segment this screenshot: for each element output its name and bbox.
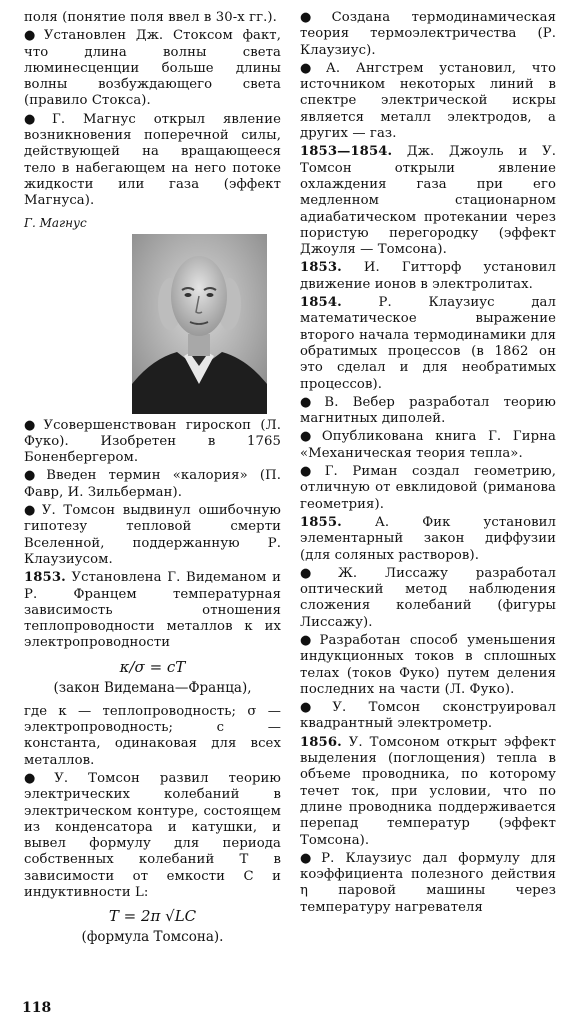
paragraph	[24, 771, 281, 901]
paragraph-text: Р. Клаузиус дал формулу для коэффициента полезного действия η паровой машины через температуру нагревателя	[300, 850, 556, 915]
paragraph	[300, 295, 556, 393]
paragraph-text: У. Томсон выдвинул ошибочную гипотезу тепловой смерти Вселенной, поддержанную Р. Клаузиусом.	[24, 503, 281, 567]
year-label: 1855.	[300, 514, 342, 530]
paragraph-text: где κ — теплопроводность; σ — электропроводность; c — константа, одинаковая для всех металлов.	[24, 703, 281, 768]
paragraph-text: Опубликована книга Г. Гирна «Механическая теория тепла».	[300, 429, 556, 461]
year-label: 1854.	[300, 295, 342, 311]
bullet-icon: ●	[300, 632, 317, 648]
paragraph	[300, 633, 556, 698]
bullet-icon: ●	[300, 700, 330, 716]
page-number: 118	[22, 1000, 52, 1016]
bullet-icon: ●	[24, 417, 41, 433]
paragraph	[300, 515, 556, 564]
bullet-icon: ●	[24, 28, 41, 44]
paragraph-text: Г. Риман создал геометрию, отличную от евклидовой (римановa геометрия).	[300, 464, 556, 512]
paragraph	[24, 112, 281, 210]
bullet-icon: ●	[24, 770, 52, 786]
paragraph-text: Установлен Дж. Стоксом факт, что длина волны света люминесценции больше длины волны возбуждающего света (правило Стокса).	[24, 28, 281, 109]
paragraph	[300, 566, 556, 631]
paragraph-text: Разработан способ уменьшения индукционных токов в сплошных телах (токов Фуко) путем деления последних на части (Л. Фуко).	[300, 632, 556, 697]
formula-caption: (закон Видемана—Франца),	[53, 679, 252, 696]
paragraph	[24, 704, 281, 769]
paragraph	[300, 10, 556, 59]
paragraph	[24, 10, 281, 26]
paragraph	[300, 429, 556, 462]
paragraph	[300, 700, 556, 733]
paragraph	[300, 260, 556, 293]
paragraph	[300, 395, 556, 428]
paragraph-text: А. Фик установил элементарный закон диффузии (для соляных растворов).	[300, 514, 557, 563]
paragraph-text: У. Томсон сконструировал квадрантный электрометр.	[300, 700, 556, 732]
paragraph-text: Г. Магнус открыл явление возникновения поперечной силы, действующей на вращающееся тело в набегающем на него потоке жидкости или газа (эффект Магнуса).	[24, 111, 281, 209]
paragraph-text: У. Томсоном открыт эффект выделения (поглощения) тепла в объеме проводника, по которому течет ток, при условии, что по длине проводника поддерживается перепад температур (эффект Томсона).	[300, 734, 557, 848]
bullet-icon: ●	[300, 429, 319, 445]
paragraph-text: Создана термодинамическая теория термоэлектричества (Р. Клаузиус).	[300, 10, 556, 58]
paragraph-text: А. Ангстрем установил, что источником некоторых линий в спектре электрической искры является металл электродов, а других — газ.	[300, 60, 556, 142]
paragraph-text: Р. Клаузиус дал математическое выражение второго начала термодинамики для обратимых процессов (в 1862 он это сделал и для необратимых процессов).	[300, 295, 556, 392]
paragraph-text: И. Гитторф установил движение ионов в электролитах.	[300, 260, 556, 292]
portrait-caption: Г. Магнус	[24, 215, 87, 230]
right-column	[300, 10, 556, 918]
paragraph-text: Введен термин «калория» (П. Фавр, И. Зильберман).	[24, 468, 281, 500]
paragraph-text: Дж. Джоуль и У. Томсон открыли явление охлаждения газа при его медленном стационарном адиабатическом протекании через пористую перегородку (эффект Джоуля — Томсона).	[300, 144, 556, 258]
bullet-icon: ●	[24, 503, 39, 519]
paragraph-text: Установлена Г. Видеманом и Р. Францем температурная зависимость отношения теплопроводности металлов к их электропроводности	[24, 570, 281, 651]
year-label: 1853.	[24, 570, 66, 586]
formula-wiedemann-franz: κ/σ = cT	[119, 657, 186, 676]
bullet-icon: ●	[300, 10, 329, 25]
paragraph	[300, 735, 556, 849]
year-label: 1856.	[300, 734, 342, 750]
paragraph	[300, 464, 556, 513]
formula-caption: (формула Томсона).	[81, 929, 224, 946]
paragraph	[300, 61, 556, 142]
paragraph	[24, 28, 281, 109]
paragraph-text: В. Вебер разработал теорию магнитных диполей.	[300, 394, 556, 427]
left-column	[24, 10, 281, 953]
paragraph	[24, 418, 281, 467]
portrait-icon	[132, 234, 267, 414]
bullet-icon: ●	[300, 60, 323, 76]
bullet-icon: ●	[300, 565, 335, 581]
paragraph-text: поля (понятие поля ввел в 30-х гг.).	[24, 10, 277, 25]
paragraph	[300, 851, 556, 916]
formula-thomson: T = 2π √LC	[108, 907, 197, 926]
paragraph	[24, 503, 281, 568]
bullet-icon: ●	[24, 111, 50, 127]
paragraph	[24, 570, 281, 651]
bullet-icon: ●	[300, 464, 322, 480]
year-label: 1853.	[300, 260, 342, 276]
paragraph-text: Усовершенствован гироскоп (Л. Фуко). Изобретен в 1765 Боненбергером.	[24, 417, 281, 466]
bullet-icon: ●	[300, 850, 319, 866]
paragraph	[300, 144, 556, 258]
bullet-icon: ●	[300, 394, 322, 410]
paragraph	[24, 468, 281, 501]
year-label: 1853—1854.	[300, 144, 393, 160]
portrait-magnus	[132, 234, 267, 414]
paragraph-text: Ж. Лиссажу разработал оптический метод наблюдения сложения колебаний (фигуры Лиссажу).	[300, 565, 556, 630]
bullet-icon: ●	[24, 468, 44, 484]
paragraph-text: У. Томсон развил теорию электрических колебаний в электрическом контуре, состоящем из конденсатора и катушки, и вывел формулу для периода собственных колебаний T в зависимости от емкости C и индуктивности L:	[24, 770, 281, 900]
